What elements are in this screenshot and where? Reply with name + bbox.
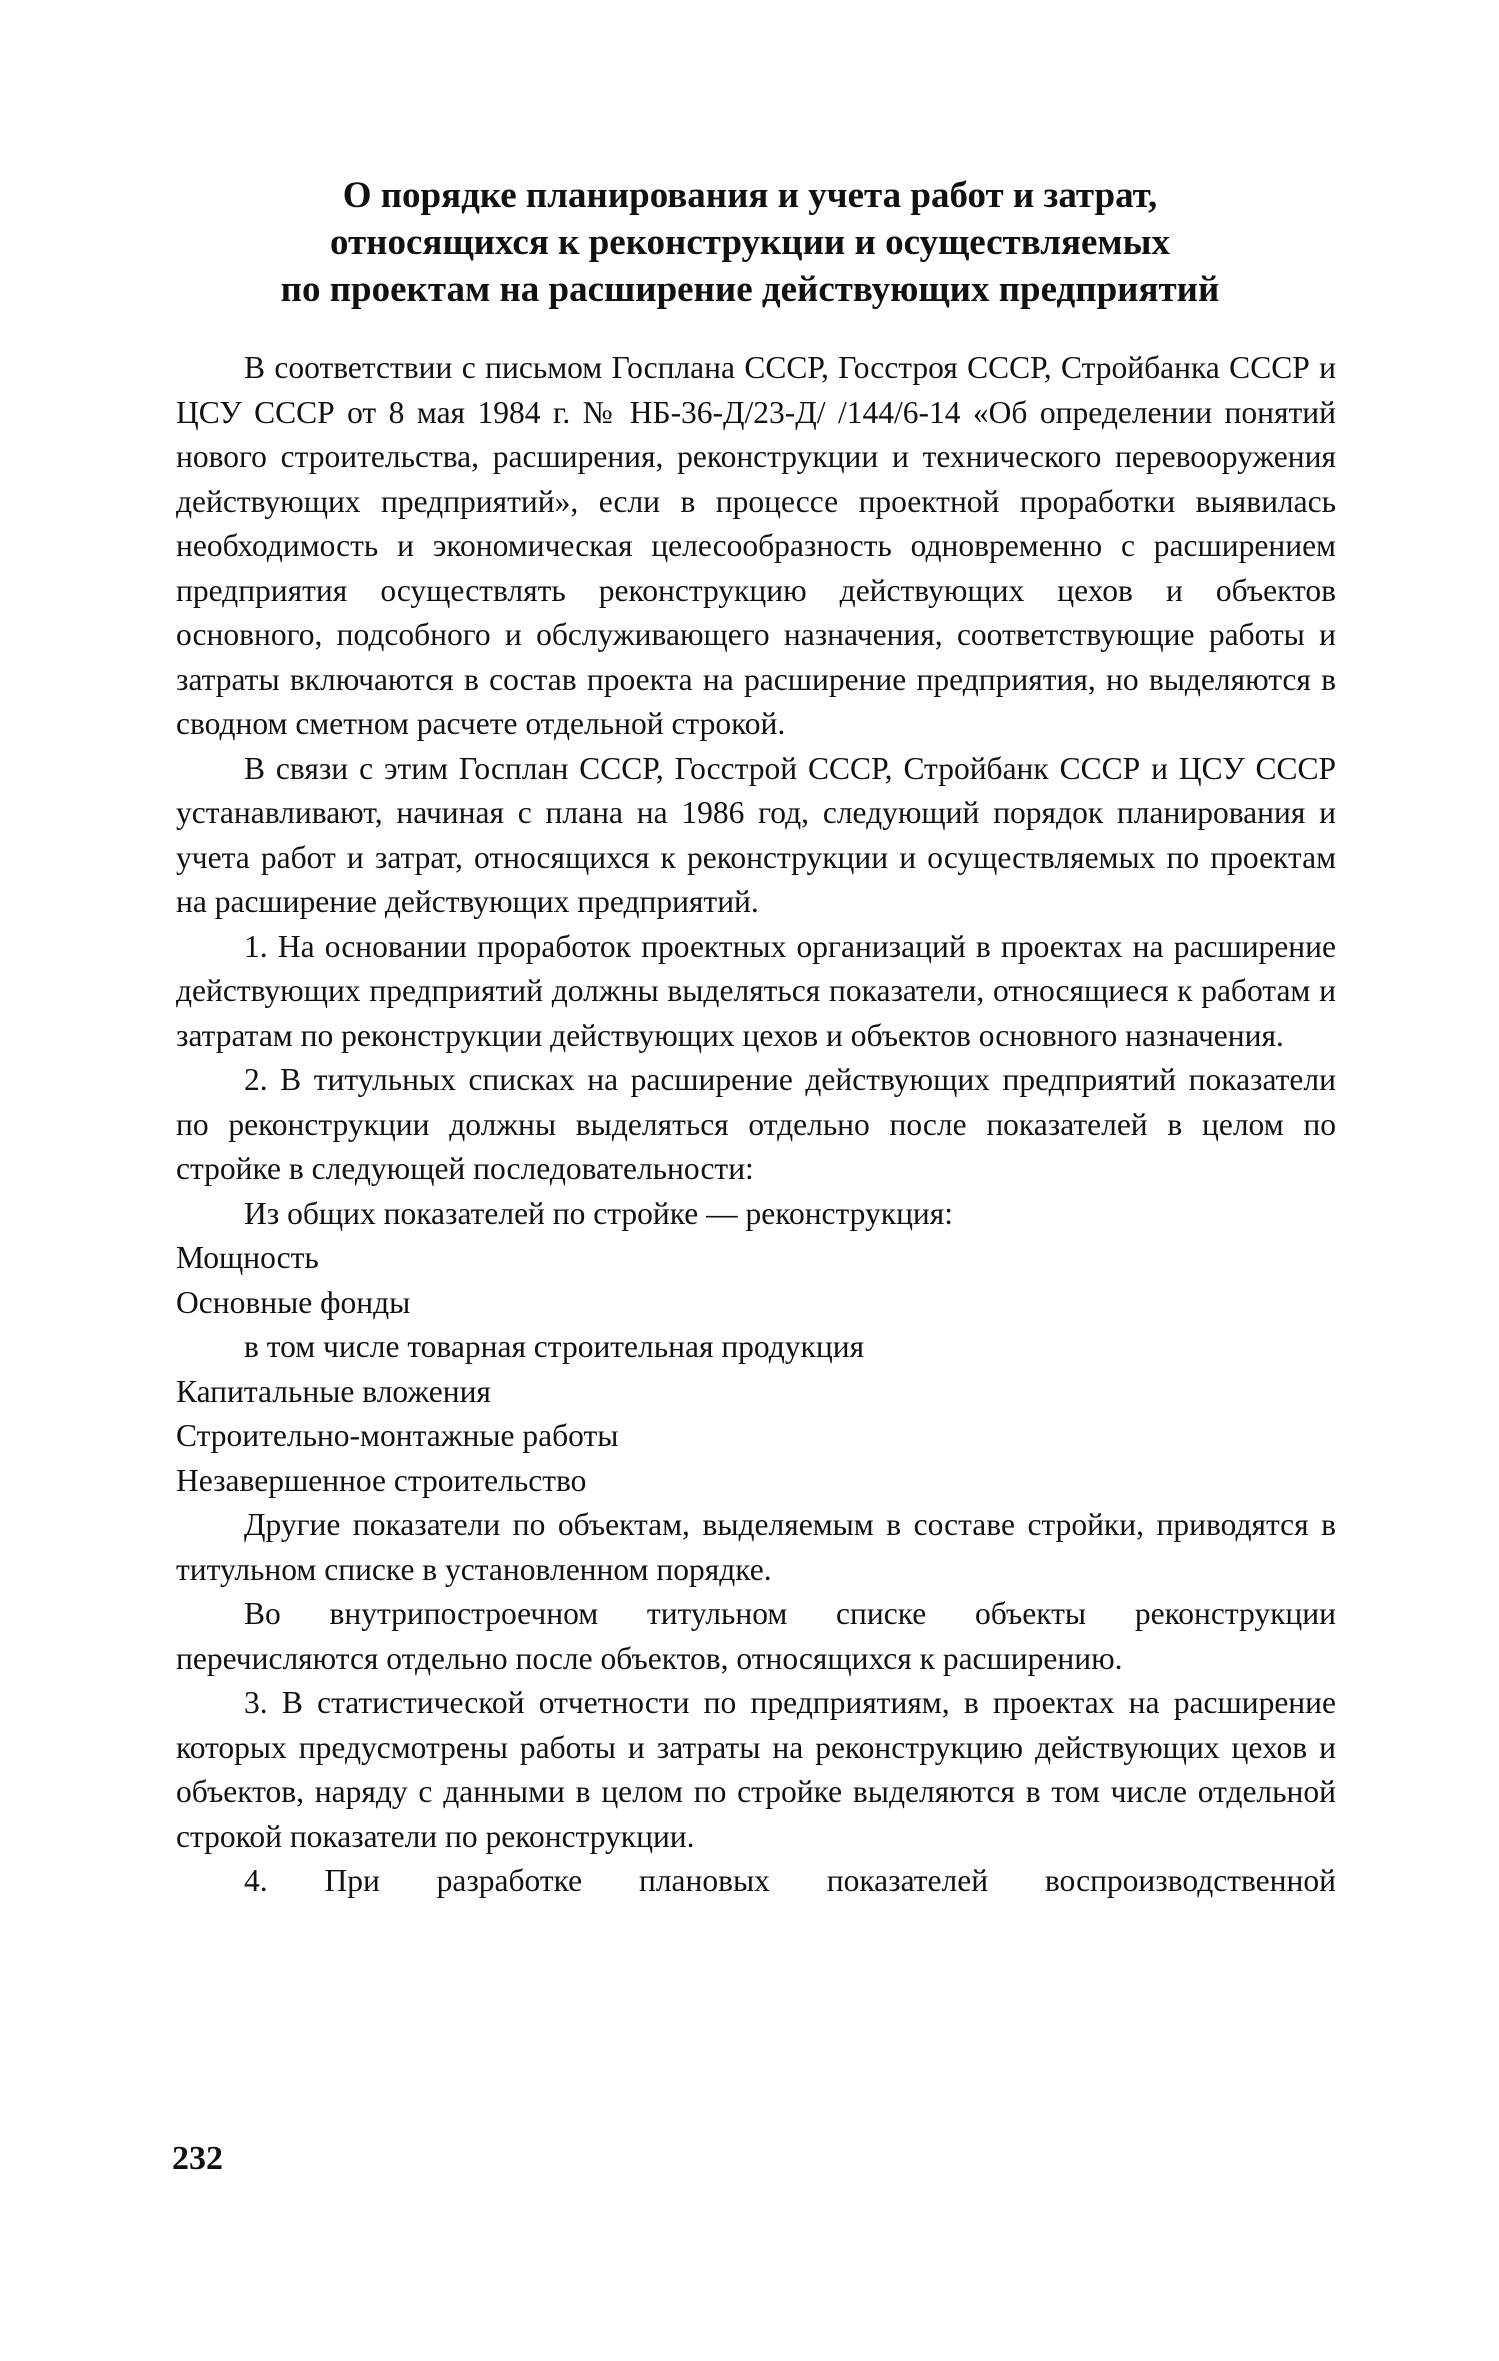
list-subitem: в том числе товарная строительная продукция bbox=[244, 1329, 865, 1364]
document-body bbox=[176, 346, 1336, 1904]
list-intro: Из общих показателей по стройке — реконструкция: bbox=[244, 1195, 954, 1231]
document-title bbox=[160, 172, 1340, 313]
paragraph: 1. На основании проработок проектных организаций в проектах на расширение действующих предприятий должны выделяться показатели, относящиеся к работам и затратам по реконструкции действующих цехов и объектов основного назначения. bbox=[176, 928, 1336, 1053]
page-number: 232 bbox=[172, 2140, 223, 2177]
paragraph: 4. При разработке плановых показателей воспроизводственной bbox=[244, 1863, 1336, 1898]
list-item: Мощность bbox=[176, 1240, 319, 1275]
paragraph: 3. В статистической отчетности по предприятиям, в проектах на расширение которых предусмотрены работы и затраты на реконструкцию действующих цехов и объектов, наряду с данными в целом по стройке выделяются в том числе отдельной строкой показатели по реконструкции. bbox=[176, 1685, 1336, 1854]
paragraph: 2. В титульных списках на расширение действующих предприятий показатели по реконструкции должны выделяться отдельно после показателей в целом по стройке в следующей последовательности: bbox=[176, 1062, 1336, 1186]
list-item: Капитальные вложения bbox=[176, 1373, 491, 1409]
paragraph: Во внутрипостроечном титульном списке объекты реконструкции перечисляются отдельно после объектов, относящихся к расширению. bbox=[176, 1596, 1336, 1676]
title-line-1: О порядке планирования и учета работ и затрат, bbox=[342, 175, 1158, 216]
title-line-3: по проектам на расширение действующих предприятий bbox=[280, 269, 1220, 310]
list-item: Основные фонды bbox=[176, 1284, 411, 1320]
list-item: Незавершенное строительство bbox=[176, 1462, 587, 1498]
list-item: Строительно-монтажные работы bbox=[176, 1418, 619, 1453]
title-line-2: относящихся к реконструкции и осуществляемых bbox=[330, 222, 1170, 263]
paragraph: В связи с этим Госплан СССР, Госстрой СССР, Стройбанк СССР и ЦСУ СССР устанавливают, начиная с плана на 1986 год, следующий порядок планирования и учета работ и затрат, относящихся к реконструкции и осуществляемых по проектам на расширение действующих предприятий. bbox=[176, 750, 1336, 919]
paragraph: Другие показатели по объектам, выделяемым в составе стройки, приводятся в титульном списке в установленном порядке. bbox=[176, 1507, 1336, 1587]
paragraph: В соответствии с письмом Госплана СССР, Госстроя СССР, Стройбанка СССР и ЦСУ СССР от 8 мая 1984 г. № НБ-36-Д/23-Д/ /144/6-14 «Об определении понятий нового строительства, расширения, реконструкции и технического перевооружения действующих предприятий», если в процессе проектной проработки выявилась необходимость и экономическая целесообразность одновременно с расширением предприятия осуществлять реконструкцию действующих цехов и объектов основного, подсобного и обслуживающего назначения, соответствующие работы и затраты включаются в состав проекта на расширение предприятия, но выделяются в сводном сметном расчете отдельной строкой. bbox=[176, 350, 1336, 741]
